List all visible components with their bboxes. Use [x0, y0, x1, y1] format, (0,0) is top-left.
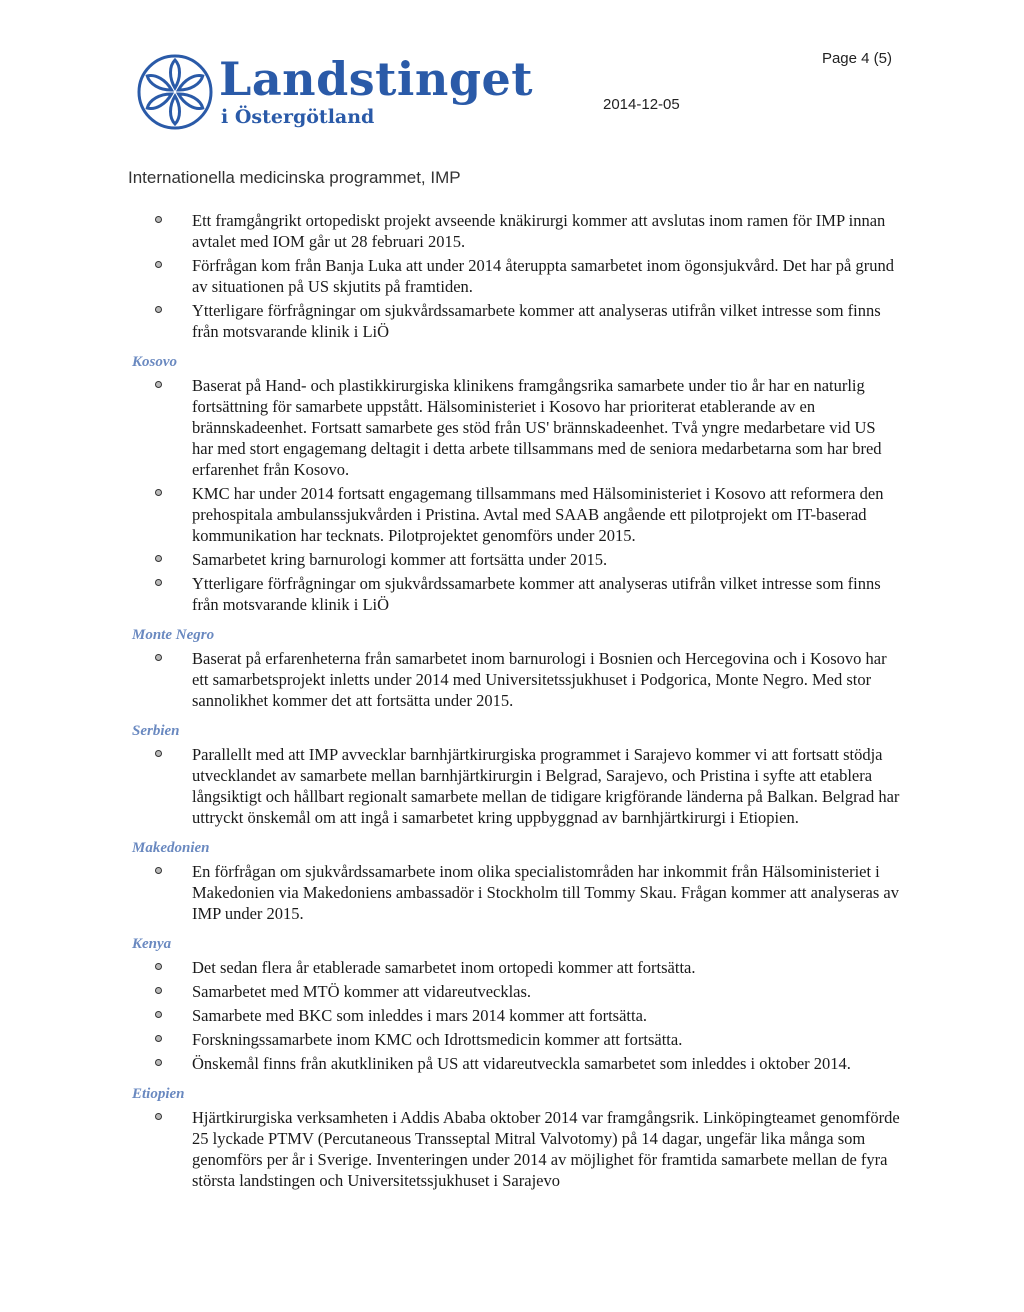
- list-item: [130, 300, 900, 342]
- document-body: [130, 210, 900, 1194]
- bullet-icon: [155, 216, 162, 223]
- list-item-text: Samarbetet kring barnurologi kommer att fortsätta under 2015.: [192, 550, 608, 569]
- logo-subtitle: i Östergötland: [221, 106, 375, 128]
- section-title: Etiopien: [132, 1086, 185, 1102]
- section-list: [130, 957, 900, 1074]
- list-item: [130, 957, 900, 978]
- list-item-text: Parallellt med att IMP avvecklar barnhjärtkirurgiska programmet i Sarajevo kommer vi att fortsatt stödja utvecklandet av samarbete mellan barnhjärtkirurgin i Belgrad, Sarajevo, och Pristina i syfte att etablera långsiktigt och hållbart regionalt samarbete mellan de tidigare krigförande länderna på Balkan. Belgrad har uttryckt önskemål om att ingå i samarbetet kring uppbyggnad av barnhjärtkirurgi i Etiopien.: [192, 745, 900, 827]
- list-item-text: Samarbetet med MTÖ kommer att vidareutvecklas.: [192, 982, 532, 1001]
- section-list: [130, 861, 900, 924]
- landstinget-logo: [135, 52, 534, 144]
- section-list: [130, 375, 900, 615]
- list-item: [130, 1005, 900, 1026]
- bullet-icon: [155, 579, 162, 586]
- list-item: [130, 375, 900, 480]
- bullet-icon: [155, 987, 162, 994]
- list-item: [130, 648, 900, 711]
- list-item-text: Baserat på Hand- och plastikkirurgiska klinikens framgångsrika samarbete under tio år har en naturlig fortsättning för samarbete uppstått. Hälsoministeriet i Kosovo har prioriterat etablerande av en brännskadeenhet. Fortsatt samarbete ges stöd från US' brännskadeenhet. Två yngre medarbetare vid US har med stort engagemang deltagit i detta arbete tillsammans med de seniora medarbetarna som har bred erfarenhet från Kosovo.: [192, 376, 882, 479]
- section-title: Makedonien: [132, 840, 210, 856]
- section-monte-negro: [130, 627, 900, 711]
- section-title: Serbien: [132, 723, 180, 739]
- bullet-icon: [155, 1035, 162, 1042]
- section-kenya: [130, 936, 900, 1074]
- section-makedonien: [130, 840, 900, 924]
- list-item: [130, 1107, 900, 1191]
- list-item: [130, 483, 900, 546]
- list-item-text: Önskemål finns från akutkliniken på US att vidareutveckla samarbetet som inleddes i oktober 2014.: [192, 1054, 851, 1073]
- list-item-text: Hjärtkirurgiska verksamheten i Addis Ababa oktober 2014 var framgångsrik. Linköpingteamet genomförde 25 lyckade PTMV (Percutaneous Transseptal Mitral Valvotomy) på 14 dagar, ungefär lika många som genomförs per år i Sverige. Inventeringen under 2014 av möjlighet för framtida samarbete mellan de fyra största landstingen och Universitetssjukhuset i Sarajevo: [192, 1108, 900, 1190]
- list-item-text: Forskningssamarbete inom KMC och Idrottsmedicin kommer att fortsätta.: [192, 1030, 683, 1049]
- section-list: [130, 744, 900, 828]
- bullet-icon: [155, 654, 162, 661]
- intro-list: [130, 210, 900, 342]
- list-item-text: Ytterligare förfrågningar om sjukvårdssamarbete kommer att analyseras utifrån vilket intresse som finns från motsvarande klinik i LiÖ: [192, 574, 881, 614]
- list-item: [130, 1053, 900, 1074]
- page-number: Page 4 (5): [821, 50, 892, 67]
- list-item-text: Det sedan flera år etablerade samarbetet inom ortopedi kommer att fortsätta.: [192, 958, 696, 977]
- document-heading: Internationella medicinska programmet, IMP: [128, 168, 461, 187]
- list-item-text: Baserat på erfarenheterna från samarbetet inom barnurologi i Bosnien och Hercegovina och i Kosovo har ett samarbetsprojekt inletts under 2014 med Universitetssjukhuset i Podgorica, Monte Negro. Med stor sannolikhet kommer det att fortsätta under 2015.: [192, 649, 887, 710]
- list-item: [130, 1029, 900, 1050]
- list-item: [130, 210, 900, 252]
- list-item: [130, 981, 900, 1002]
- bullet-icon: [155, 555, 162, 562]
- list-item-text: Samarbete med BKC som inleddes i mars 2014 kommer att fortsätta.: [192, 1006, 648, 1025]
- list-item: [130, 744, 900, 828]
- flower-emblem-icon: [135, 52, 215, 132]
- list-item-text: KMC har under 2014 fortsatt engagemang tillsammans med Hälsoministeriet i Kosovo att reformera den prehospitala ambulanssjukvården i Pristina. Avtal med SAAB angående ett pilotprojekt om IT-baserad kommunikation har tecknats. Pilotprojektet genomförs under 2015.: [192, 484, 884, 545]
- section-title: Kenya: [132, 936, 172, 952]
- list-item: [130, 549, 900, 570]
- list-item-text: Ett framgångrikt ortopediskt projekt avseende knäkirurgi kommer att avslutas inom ramen för IMP innan avtalet med IOM går ut 28 februari 2015.: [192, 211, 886, 251]
- bullet-icon: [155, 381, 162, 388]
- intro-section: [130, 210, 900, 342]
- section-serbien: [130, 723, 900, 828]
- document-date: 2014-12-05: [603, 96, 680, 113]
- bullet-icon: [155, 1059, 162, 1066]
- section-title: Monte Negro: [132, 627, 215, 643]
- logo-name: Landstinget: [219, 52, 534, 106]
- section-title: Kosovo: [132, 354, 177, 370]
- bullet-icon: [155, 306, 162, 313]
- bullet-icon: [155, 963, 162, 970]
- list-item: [130, 255, 900, 297]
- section-list: [130, 648, 900, 711]
- bullet-icon: [155, 489, 162, 496]
- bullet-icon: [155, 750, 162, 757]
- bullet-icon: [155, 1113, 162, 1120]
- section-list: [130, 1107, 900, 1191]
- list-item: [130, 573, 900, 615]
- list-item-text: Ytterligare förfrågningar om sjukvårdssamarbete kommer att analyseras utifrån vilket intresse som finns från motsvarande klinik i LiÖ: [192, 301, 881, 341]
- list-item-text: En förfrågan om sjukvårdssamarbete inom olika specialistområden har inkommit från Hälsoministeriet i Makedonien via Makedoniens ambassadör i Stockholm till Tommy Skau. Frågan kommer att analyseras av IMP under 2015.: [192, 862, 899, 923]
- section-etiopien: [130, 1086, 900, 1191]
- list-item-text: Förfrågan kom från Banja Luka att under 2014 återuppta samarbetet inom ögonsjukvård. Det har på grund av situationen på US skjutits på framtiden.: [192, 256, 894, 296]
- bullet-icon: [155, 867, 162, 874]
- bullet-icon: [155, 261, 162, 268]
- bullet-icon: [155, 1011, 162, 1018]
- section-kosovo: [130, 354, 900, 615]
- list-item: [130, 861, 900, 924]
